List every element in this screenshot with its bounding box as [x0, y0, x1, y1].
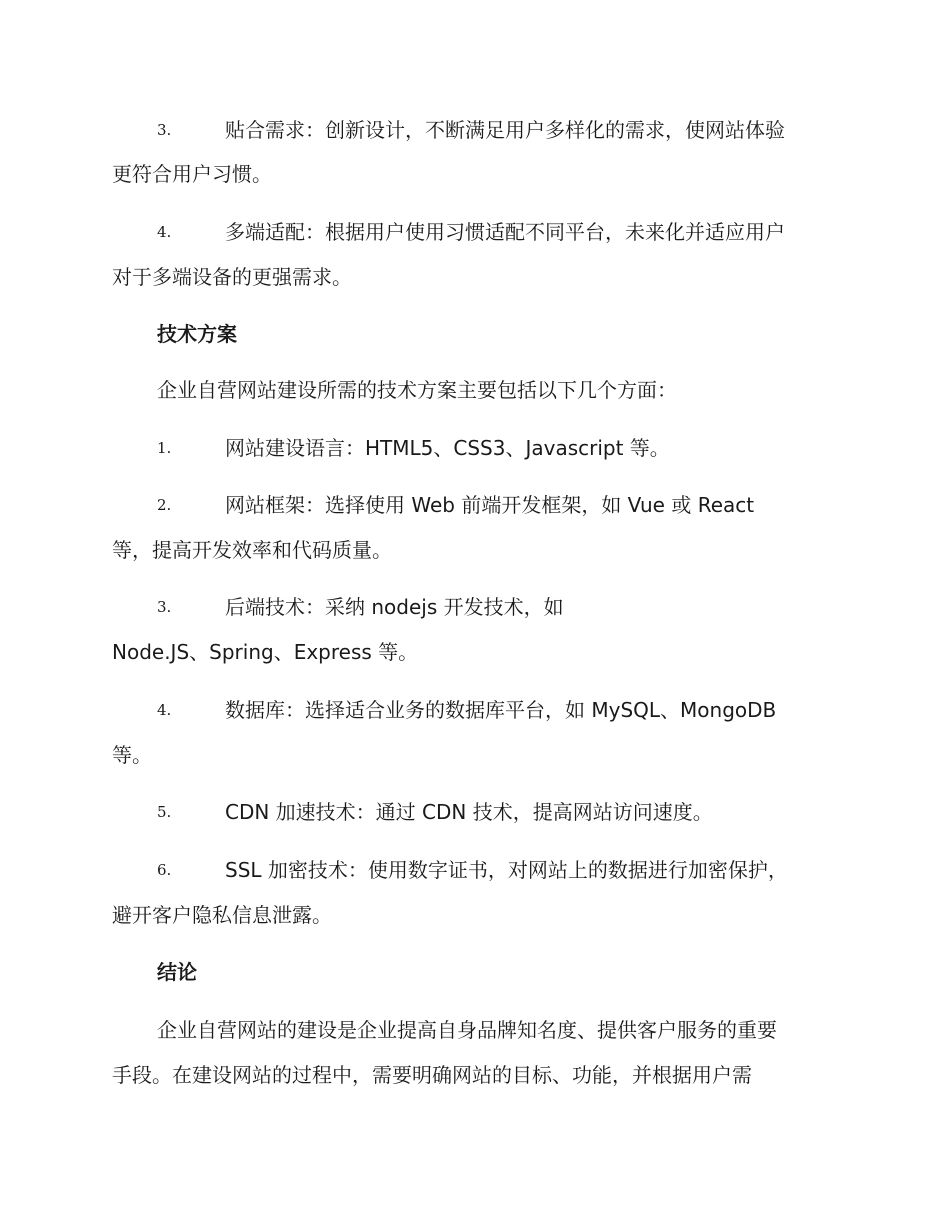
list-item-text: 贴合需求：创新设计，不断满足用户多样化的需求，使网站体验	[225, 118, 785, 142]
conclusion-paragraph-line: 企业自营网站的建设是企业提高自身品牌知名度、提供客户服务的重要	[157, 1018, 777, 1042]
list-item-text-continued: 避开客户隐私信息泄露。	[112, 903, 332, 927]
list-item-text: SSL 加密技术：使用数字证书，对网站上的数据进行加密保护，	[225, 858, 788, 882]
list-item-text-continued: 等，提高开发效率和代码质量。	[112, 538, 392, 562]
list-item-number: 5.	[157, 803, 172, 821]
list-item-number: 6.	[157, 861, 172, 879]
list-item-text: 网站建设语言：HTML5、CSS3、Javascript 等。	[225, 436, 670, 460]
conclusion-paragraph-line: 手段。在建设网站的过程中，需要明确网站的目标、功能，并根据用户需	[112, 1063, 752, 1087]
list-item-number: 1.	[157, 439, 172, 457]
list-item-text: CDN 加速技术：通过 CDN 技术，提高网站访问速度。	[225, 800, 713, 824]
list-item-number: 4.	[157, 223, 172, 241]
list-item-number: 3.	[157, 121, 172, 139]
list-item-number: 3.	[157, 598, 172, 616]
section-heading-tech: 技术方案	[157, 322, 237, 346]
list-item-text-continued: 更符合用户习惯。	[112, 162, 272, 186]
section-heading-conclusion: 结论	[157, 960, 197, 984]
list-item-text: 多端适配：根据用户使用习惯适配不同平台，未来化并适应用户	[225, 220, 785, 244]
section-intro: 企业自营网站建设所需的技术方案主要包括以下几个方面：	[157, 378, 677, 402]
list-item-number: 4.	[157, 701, 172, 719]
list-item-text: 后端技术：采纳 nodejs 开发技术，如	[225, 595, 564, 619]
list-item-text-continued: Node.JS、Spring、Express 等。	[112, 640, 419, 664]
list-item-text: 数据库：选择适合业务的数据库平台，如 MySQL、MongoDB	[225, 698, 777, 722]
list-item-text: 网站框架：选择使用 Web 前端开发框架，如 Vue 或 React	[225, 493, 755, 517]
list-item-text-continued: 等。	[112, 743, 152, 767]
list-item-number: 2.	[157, 496, 172, 514]
list-item-text-continued: 对于多端设备的更强需求。	[112, 265, 352, 289]
